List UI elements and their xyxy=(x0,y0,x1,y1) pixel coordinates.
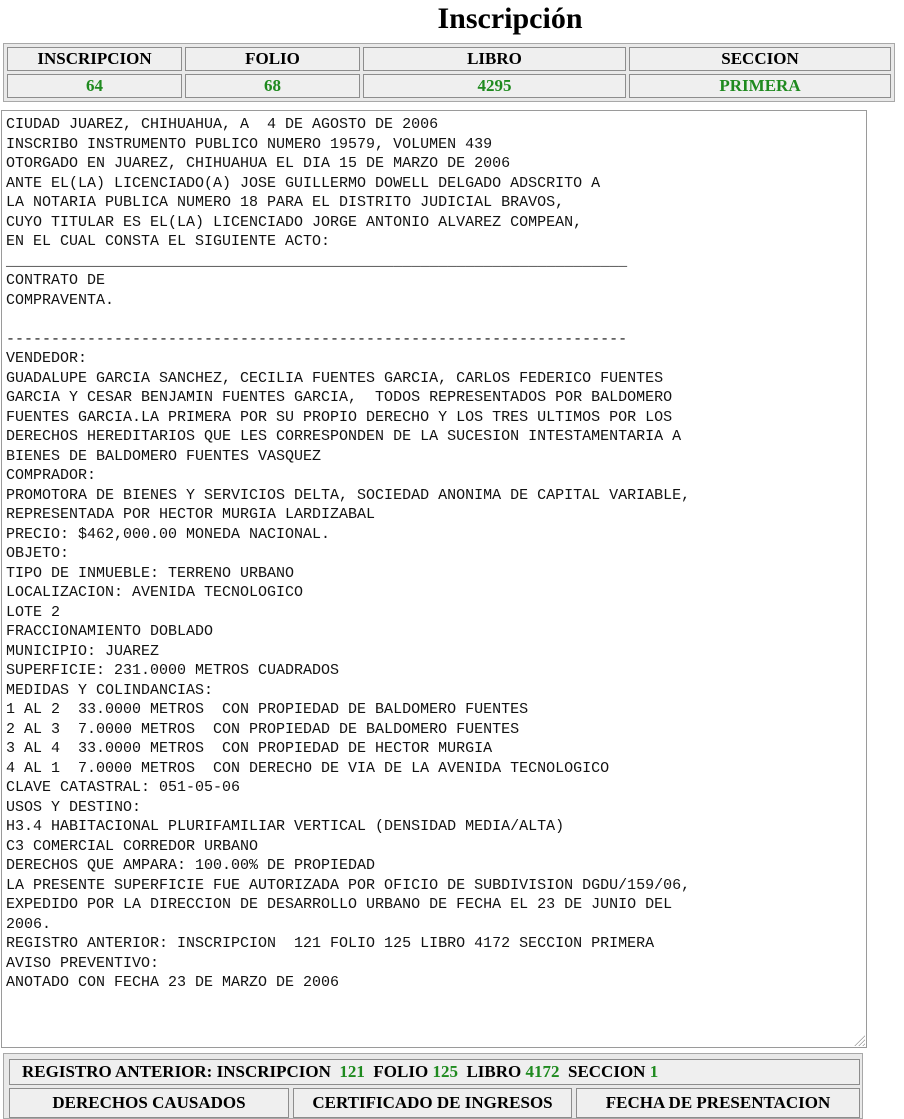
header-fecha-de-presentacion: FECHA DE PRESENTACION xyxy=(576,1088,860,1118)
registro-anterior-seccion: 1 xyxy=(649,1062,659,1081)
registro-anterior-libro: 4172 xyxy=(525,1062,560,1081)
registro-anterior-seccion-label: SECCION xyxy=(567,1062,646,1081)
resize-grip-icon[interactable] xyxy=(853,1034,865,1046)
header-seccion: SECCION xyxy=(629,47,891,71)
value-inscripcion: 64 xyxy=(7,74,182,98)
header-folio: FOLIO xyxy=(185,47,360,71)
value-seccion: PRIMERA xyxy=(629,74,891,98)
value-folio: 68 xyxy=(185,74,360,98)
registry-value-row xyxy=(7,74,891,98)
registro-anterior-libro-label: LIBRO xyxy=(466,1062,522,1081)
header-libro: LIBRO xyxy=(363,47,626,71)
registro-anterior-label: REGISTRO ANTERIOR: INSCRIPCION xyxy=(22,1062,331,1081)
header-inscripcion: INSCRIPCION xyxy=(7,47,182,71)
value-libro: 4295 xyxy=(363,74,626,98)
registry-info-table xyxy=(3,43,895,102)
registro-anterior-row xyxy=(9,1059,860,1085)
registro-anterior-folio: 125 xyxy=(432,1062,458,1081)
document-textarea[interactable] xyxy=(1,110,867,1048)
footer-panel xyxy=(3,1053,863,1119)
registro-anterior-inscripcion: 121 xyxy=(339,1062,365,1081)
header-certificado-de-ingresos: CERTIFICADO DE INGRESOS xyxy=(293,1088,572,1118)
registry-header-row xyxy=(7,47,891,71)
footer-header-row xyxy=(9,1088,860,1118)
header-derechos-causados: DERECHOS CAUSADOS xyxy=(9,1088,289,1118)
registro-anterior-folio-label: FOLIO xyxy=(373,1062,429,1081)
page-title: Inscripción xyxy=(437,2,583,35)
